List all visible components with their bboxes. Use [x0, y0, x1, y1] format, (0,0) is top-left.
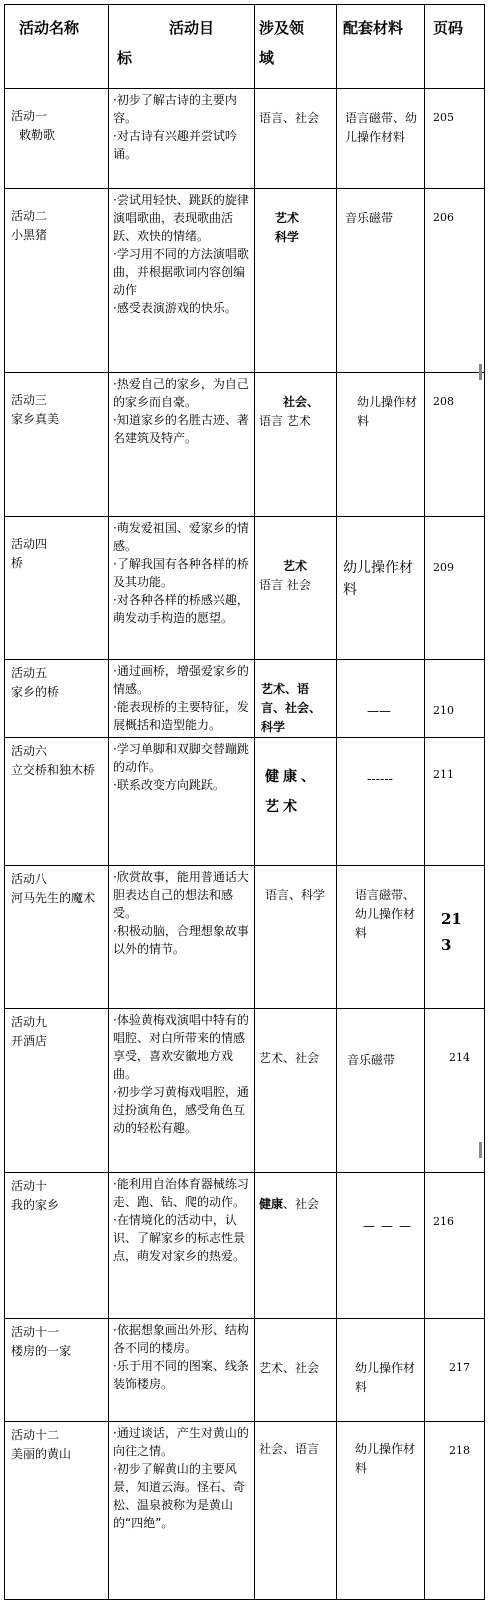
activity-goals-cell	[109, 1319, 255, 1422]
materials-text: 语言磁带、幼儿操作材料	[345, 111, 418, 144]
page-cell	[425, 660, 485, 738]
materials-cell	[337, 373, 425, 517]
goal-item: ·联系改变方向跳跃。	[113, 778, 225, 792]
field-text: 社会、语言	[259, 1442, 320, 1456]
activity-number: 活动六	[11, 744, 48, 758]
header-page: 页码	[425, 5, 485, 89]
activity-number: 活动四	[11, 537, 48, 551]
field-text-bold: 健康	[259, 1197, 284, 1211]
goal-item: ·能表现桥的主要特征，发展概括和造型能力。	[113, 700, 249, 732]
field-text: 、社会	[283, 1197, 320, 1211]
field-cell	[255, 189, 337, 373]
materials-text: 音乐磁带	[347, 1053, 396, 1067]
table-row	[5, 517, 485, 660]
table-row	[5, 1009, 485, 1173]
field-cell	[255, 1009, 337, 1173]
page-cell	[425, 1319, 485, 1422]
field-text: 语言 艺术	[259, 414, 311, 428]
materials-cell	[337, 517, 425, 660]
activity-number: 活动九	[11, 1015, 48, 1029]
page-number: 218	[449, 1444, 470, 1457]
goal-item: ·了解我国有各种各样的桥及其功能。	[113, 557, 249, 589]
activity-name-cell	[5, 1422, 109, 1600]
field-cell	[255, 373, 337, 517]
materials-cell	[337, 866, 425, 1009]
activity-goals-cell	[109, 373, 255, 517]
table-row	[5, 660, 485, 738]
activity-title: 河马先生的魔术	[11, 891, 96, 905]
field-cell	[255, 1173, 337, 1319]
header-field: 涉及领 域	[255, 5, 337, 89]
activity-goals-cell	[109, 1422, 255, 1600]
goal-item: ·萌发爱祖国、爱家乡的情感。	[113, 521, 249, 553]
activity-goals-cell	[109, 866, 255, 1009]
activity-goals-cell	[109, 660, 255, 738]
activity-title: 敕勒歌	[19, 128, 56, 142]
materials-text: 幼儿操作材料	[343, 560, 413, 598]
table-row	[5, 89, 485, 189]
goal-item: ·学习单脚和双脚交替蹦跳的动作。	[113, 742, 249, 774]
materials-cell	[337, 89, 425, 189]
page-number: 209	[433, 561, 454, 574]
goal-item: ·欣赏故事，能用普通话大胆表达自己的想法和感受。	[113, 870, 249, 920]
goal-item: ·初步了解黄山的主要风景，知道云海。怪石、奇松、温泉被称为是黄山的“四绝”。	[113, 1462, 246, 1530]
materials-text: 语言磁带、幼儿操作材料	[355, 888, 416, 940]
materials-cell	[337, 1422, 425, 1600]
goal-item: ·尝试用轻快、跳跃的旋律演唱歌曲，表现歌曲活跃、欢快的情绪。	[113, 193, 249, 243]
table-row	[5, 1173, 485, 1319]
field-cell	[255, 738, 337, 866]
field-text: 艺术、社会	[259, 1361, 320, 1375]
activity-title: 楼房的一家	[11, 1344, 72, 1358]
edge-marker	[479, 364, 482, 380]
field-text-bold: 社会、	[283, 395, 320, 409]
field-text: 艺术、语言、社会、科学	[261, 682, 322, 734]
materials-cell	[337, 1173, 425, 1319]
field-text: 语言 社会	[259, 578, 311, 592]
goal-item: ·知道家乡的名胜古迹、著名建筑及特产。	[113, 413, 249, 445]
activity-title: 小黑猪	[11, 228, 48, 242]
page-number: 210	[433, 704, 454, 717]
activity-name-cell	[5, 660, 109, 738]
field-text: 艺术 科学	[275, 211, 300, 244]
field-text-wrap	[259, 1197, 319, 1211]
materials-cell	[337, 1009, 425, 1173]
goal-item: ·乐于用不同的图案、线条装饰楼房。	[113, 1359, 249, 1391]
activity-number: 活动二	[11, 209, 48, 223]
materials-cell	[337, 1319, 425, 1422]
page-cell	[425, 373, 485, 517]
page-number: 211	[433, 768, 454, 781]
table-row	[5, 866, 485, 1009]
activity-title: 桥	[11, 556, 24, 570]
field-text: 语言、社会	[259, 111, 320, 125]
header-name: 活动名称	[5, 5, 109, 89]
page-cell	[425, 866, 485, 1009]
page-cell	[425, 189, 485, 373]
goal-item: ·感受表演游戏的快乐。	[113, 301, 237, 315]
page-number: 214	[449, 1051, 470, 1064]
document-page	[4, 4, 484, 1598]
page-cell	[425, 89, 485, 189]
goal-item: ·依据想象画出外形、结构各不同的楼房。	[113, 1323, 249, 1355]
edge-marker	[479, 1142, 482, 1158]
field-text: 艺术、社会	[259, 1051, 320, 1065]
materials-cell	[337, 189, 425, 373]
field-cell	[255, 866, 337, 1009]
materials-text: 幼儿操作材料	[357, 395, 418, 428]
activity-name-cell	[5, 738, 109, 866]
activity-title: 立交桥和独木桥	[11, 763, 96, 777]
header-materials: 配套材料	[337, 5, 425, 89]
page-number: 206	[433, 211, 454, 224]
header-goal: 活动目 标	[109, 5, 255, 89]
materials-text: ——	[367, 704, 391, 718]
activity-name-cell	[5, 517, 109, 660]
activity-name-cell	[5, 1009, 109, 1173]
activity-number: 活动五	[11, 666, 48, 680]
goal-item: ·通过谈话，产生对黄山的向往之情。	[113, 1426, 249, 1458]
activity-goals-cell	[109, 1009, 255, 1173]
activity-goals-cell	[109, 738, 255, 866]
page-cell	[425, 738, 485, 866]
page-cell	[425, 1009, 485, 1173]
page-cell	[425, 1173, 485, 1319]
goal-item: ·学习用不同的方法演唱歌曲，并根据歌词内容创编动作	[113, 247, 249, 297]
activity-name-cell	[5, 1173, 109, 1319]
activity-table	[4, 4, 485, 1600]
page-cell	[425, 1422, 485, 1600]
activity-name-cell	[5, 189, 109, 373]
goal-item: ·在情境化的活动中，认识、了解家乡的标志性景点，萌发对家乡的热爱。	[113, 1213, 246, 1263]
activity-name-cell	[5, 1319, 109, 1422]
page-number: 208	[433, 395, 454, 408]
activity-number: 活动十一	[11, 1325, 60, 1339]
goal-item: ·通过画桥，增强爱家乡的情感。	[113, 664, 249, 696]
goal-item: ·体验黄梅戏演唱中特有的唱腔、对白所带来的情感享受，喜欢安徽地方戏曲。	[113, 1013, 249, 1081]
activity-number: 活动十二	[11, 1428, 60, 1442]
field-text: 语言、科学	[265, 888, 326, 902]
activity-number: 活动一	[11, 109, 48, 123]
activity-number: 活动八	[11, 872, 48, 886]
field-cell	[255, 89, 337, 189]
activity-number: 活动三	[11, 393, 48, 407]
activity-number: 活动十	[11, 1179, 48, 1193]
field-text: 健康、艺术	[265, 769, 319, 815]
goal-item: ·积极动脑，合理想象故事以外的情节。	[113, 924, 249, 956]
table-row	[5, 189, 485, 373]
page-cell	[425, 517, 485, 660]
materials-cell	[337, 660, 425, 738]
materials-cell	[337, 738, 425, 866]
header-row	[5, 5, 485, 89]
activity-goals-cell	[109, 189, 255, 373]
field-cell	[255, 1319, 337, 1422]
activity-title: 开酒店	[11, 1034, 48, 1048]
materials-text: ———	[363, 1219, 417, 1233]
page-number: 205	[433, 111, 454, 124]
table-row	[5, 373, 485, 517]
activity-title: 家乡真美	[11, 412, 60, 426]
materials-text: ------	[367, 772, 393, 786]
page-number: 216	[433, 1215, 454, 1228]
goal-item: ·初步学习黄梅戏唱腔，通过扮演角色，感受角色互动的轻松有趣。	[113, 1085, 249, 1135]
table-row	[5, 1319, 485, 1422]
goal-item: ·初步了解古诗的主要内容。	[113, 93, 237, 125]
activity-name-cell	[5, 89, 109, 189]
activity-name-cell	[5, 866, 109, 1009]
activity-title: 家乡的桥	[11, 685, 60, 699]
goal-item: ·能利用自治体育器械练习走、跑、钻、爬的动作。	[113, 1177, 249, 1209]
activity-title: 美丽的黄山	[11, 1447, 72, 1461]
field-text-bold: 艺术	[283, 559, 308, 573]
page-number: 213	[441, 910, 462, 954]
goal-item: ·热爱自己的家乡，为自己的家乡而自豪。	[113, 377, 249, 409]
activity-title: 我的家乡	[11, 1198, 60, 1212]
materials-text: 幼儿操作材料	[355, 1361, 416, 1394]
field-cell	[255, 517, 337, 660]
goal-item: ·对古诗有兴趣并尝试吟诵。	[113, 129, 237, 161]
field-cell	[255, 660, 337, 738]
activity-goals-cell	[109, 517, 255, 660]
goal-item: ·对各种各样的桥感兴趣，萌发动手构造的愿望。	[113, 593, 249, 625]
table-row	[5, 1422, 485, 1600]
page-number: 217	[449, 1361, 470, 1374]
materials-text: 幼儿操作材料	[355, 1442, 416, 1475]
table-row	[5, 738, 485, 866]
field-cell	[255, 1422, 337, 1600]
activity-goals-cell	[109, 89, 255, 189]
activity-name-cell	[5, 373, 109, 517]
activity-goals-cell	[109, 1173, 255, 1319]
materials-text: 音乐磁带	[345, 211, 394, 225]
